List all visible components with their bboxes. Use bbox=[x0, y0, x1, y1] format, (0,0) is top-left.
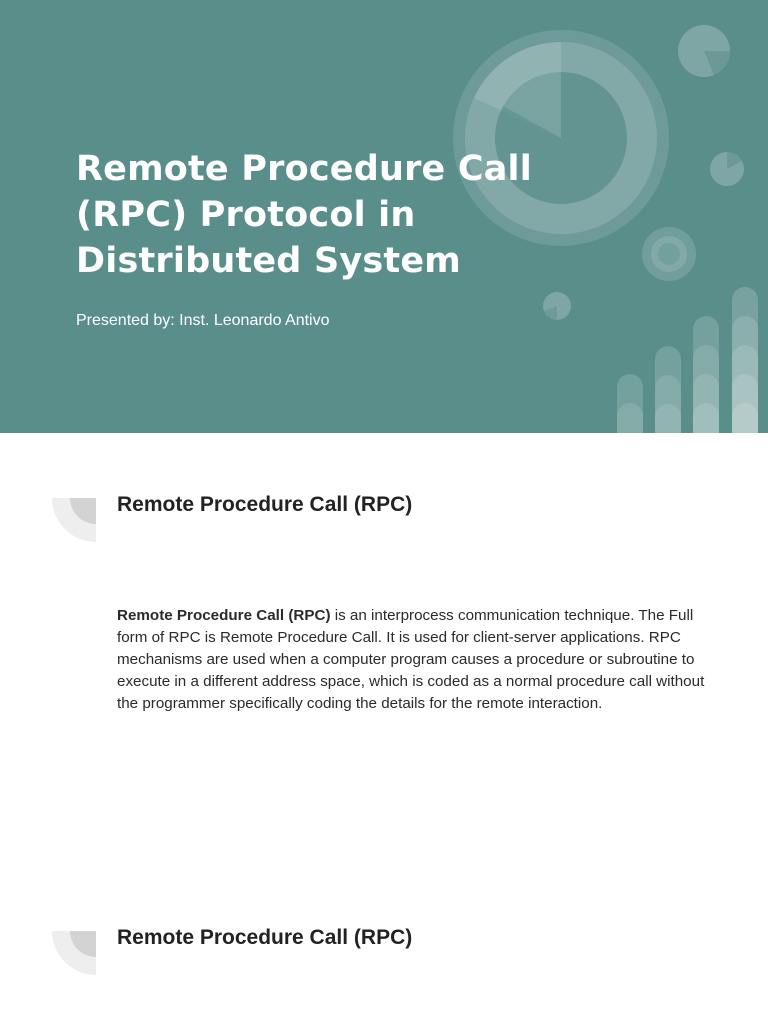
slide-heading: Remote Procedure Call (RPC) bbox=[117, 493, 413, 516]
body-bold-term: Remote Procedure Call (RPC) bbox=[117, 607, 331, 624]
ring-icon bbox=[642, 227, 696, 281]
quarter-circle-icon bbox=[52, 931, 96, 975]
cover-slide bbox=[0, 0, 768, 433]
body-text: is an interprocess communication technique. The Full form of RPC is Remote Procedure Call. It is used for client-server applications. RPC mechanisms are used when a computer program causes a procedure or subroutine to execute in a different address space, which is coded as a normal procedure call without the programmer specifically coding the details for the remote interaction. bbox=[117, 607, 705, 712]
slide-body-text bbox=[117, 605, 707, 715]
slide-heading: Remote Procedure Call (RPC) bbox=[117, 926, 413, 949]
pie-icon bbox=[678, 25, 730, 77]
cover-title: Remote Procedure Call (RPC) Protocol in Distributed System bbox=[76, 149, 532, 281]
quarter-circle-icon bbox=[52, 498, 96, 542]
bar-columns-icon bbox=[617, 287, 758, 433]
small-pie-icon bbox=[710, 152, 744, 186]
cover-subtitle: Presented by: Inst. Leonardo Antivo bbox=[76, 312, 330, 329]
tiny-pie-icon bbox=[543, 292, 571, 320]
